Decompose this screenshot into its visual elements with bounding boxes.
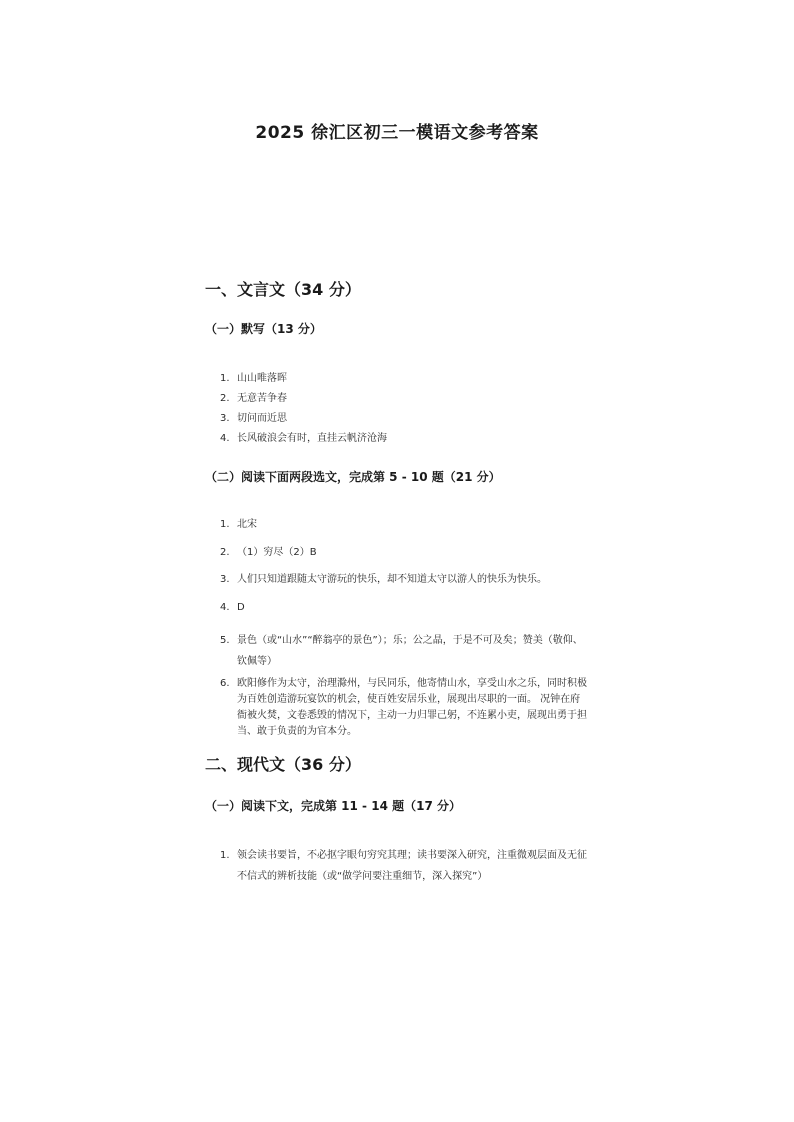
- part-heading-dictation: （一）默写（13 分）: [205, 322, 322, 336]
- list-item: [220, 428, 590, 450]
- item-number: 6.: [220, 678, 230, 689]
- item-answer: 北宋: [237, 519, 257, 530]
- list-item: [220, 408, 590, 430]
- item-number: 2.: [220, 393, 230, 404]
- item-answer: 欧阳修作为太守，治理滁州，与民同乐，他寄情山水，享受山水之乐，同时积极为百姓创造游玩宴饮的机会，使百姓安居乐业，展现出尽职的一面。 况钟在府衙被火焚，文卷悉毁的情况下，主动一力归罪己躬，不连累小吏，展现出勇于担当、敢于负责的为官本分。: [237, 678, 587, 737]
- item-answer: 领会读书要旨，不必抠字眼句穷究其理；读书要深入研究，注重微观层面及无征不信式的辨析技能（或“做学问要注重细节，深入探究”）: [237, 850, 587, 882]
- list-item: [220, 630, 590, 672]
- item-number: 3.: [220, 574, 230, 585]
- item-answer: 景色（或“山水”“醉翁亭的景色”）；乐；公之晶，于是不可及矣；赞美（敬仰、钦佩等）: [237, 635, 583, 667]
- item-number: 1.: [220, 519, 230, 530]
- list-item: [220, 597, 590, 619]
- list-item: [220, 676, 590, 740]
- item-answer: （1）穷尽（2）B: [237, 547, 317, 558]
- document-title: 2025 徐汇区初三一模语文参考答案: [255, 123, 539, 143]
- item-number: 4.: [220, 433, 230, 444]
- item-number: 1.: [220, 850, 230, 861]
- item-number: 3.: [220, 413, 230, 424]
- item-number: 4.: [220, 602, 230, 613]
- list-item: [220, 514, 590, 536]
- part-heading-reading-passages: （二）阅读下面两段选文，完成第 5 - 10 题（21 分）: [205, 470, 501, 484]
- item-answer: 长风破浪会有时，直挂云帆济沧海: [237, 433, 387, 444]
- item-number: 5.: [220, 635, 230, 646]
- item-answer: 无意苦争春: [237, 393, 287, 404]
- list-item: [220, 368, 590, 390]
- part-heading-reading-text: （一）阅读下文，完成第 11 - 14 题（17 分）: [205, 799, 461, 813]
- item-answer: 山山唯落晖: [237, 373, 287, 384]
- section-heading-classical-chinese: 一、文言文（34 分）: [205, 280, 361, 299]
- list-item: [220, 542, 590, 564]
- list-item: [220, 569, 590, 591]
- item-answer: 切问而近思: [237, 413, 287, 424]
- list-item: [220, 845, 590, 887]
- list-item: [220, 388, 590, 410]
- item-number: 1.: [220, 373, 230, 384]
- section-heading-modern-chinese: 二、现代文（36 分）: [205, 755, 361, 774]
- item-number: 2.: [220, 547, 230, 558]
- item-answer: D: [237, 602, 245, 613]
- item-answer: 人们只知道跟随太守游玩的快乐，却不知道太守以游人的快乐为快乐。: [237, 574, 547, 585]
